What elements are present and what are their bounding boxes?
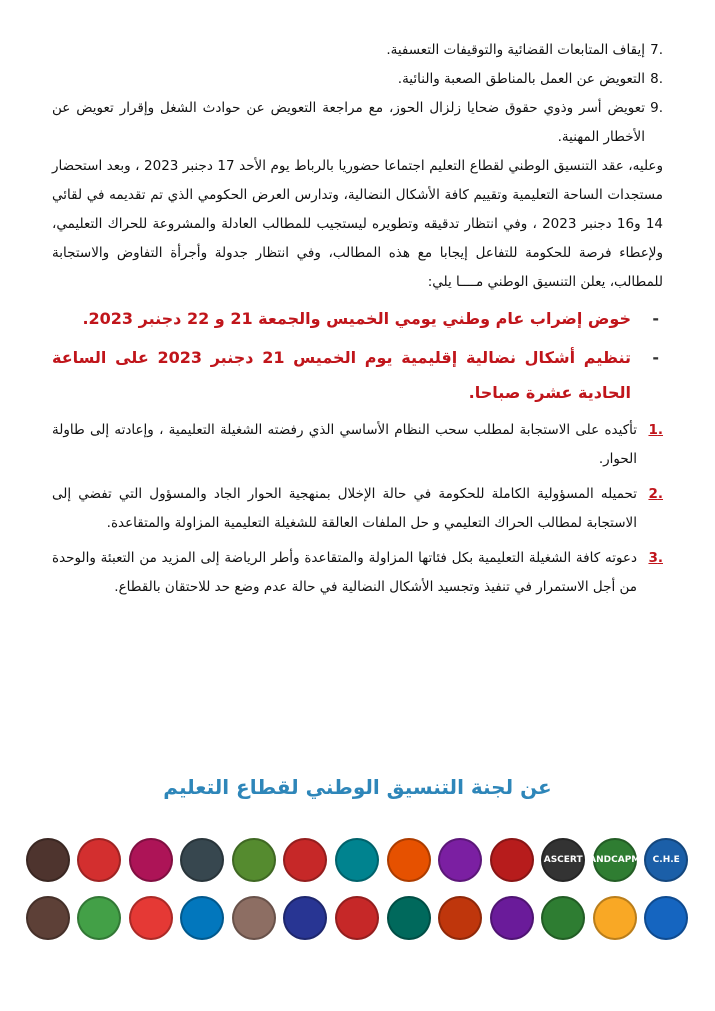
list-item: .8 التعويض عن العمل بالمناطق الصعبة والنائية. (397, 71, 663, 87)
points-list (52, 416, 663, 602)
organization-logo (26, 838, 70, 882)
organization-logo: C.H.E (644, 838, 688, 882)
point-item: .3 دعوته كافة الشغيلة التعليمية بكل فئاتها المزاولة والمتقاعدة وأطر الرياضة إلى المزيد من التعبئة والوحدة من أجل الاستمرار في تنفيذ وتجسيد الأشكال النضالية في حالة عدم وضع حد للاحتقان بالقطاع. (52, 550, 663, 595)
organization-logo (129, 838, 173, 882)
numbered-demands-list (52, 36, 663, 152)
organization-logo (644, 896, 688, 940)
intro-paragraph: وعليه، عقد التنسيق الوطني لقطاع التعليم اجتماعا حضوريا بالرباط يوم الأحد 17 دجنبر 2023 ، وبعد استحضار مستجدات الساحة التعليمية وتقييم كافة الأشكال النضالية، وتدارس العرض الحكومي الذي تم تقديمه في لقائي 14 و16 دجنبر 2023 ، وفي انتظار تدقيقه وتطويره ليستجيب للمطالب العادلة والمشروعة للحراك التعليمي، ولإعطاء فرصة للحكومة للتفاعل إيجابا مع هذه المطالب، وفي انتظار جدولة وأجرأة التفاوض والاستجابة للمطالب، يعلن التنسيق الوطني مــــا يلي: (52, 158, 663, 290)
organization-logo (490, 838, 534, 882)
point-item: .2 تحميله المسؤولية الكاملة للحكومة في حالة الإخلال بمنهجية الحوار الجاد والمسؤول التي تفضي إلى الاستجابة لمطالب الحراك التعليمي و حل الملفات العالقة للشغيلة التعليمية المزاولة والمتقاعدة. (52, 486, 663, 531)
organization-logo (387, 838, 431, 882)
organization-logo (26, 896, 70, 940)
document-body (52, 36, 663, 602)
organization-logo (129, 896, 173, 940)
organization-logo (541, 896, 585, 940)
decision-item: - خوض إضراب عام وطني يومي الخميس والجمعة 21 و 22 دجنبر 2023. (82, 309, 659, 328)
organization-logo (180, 896, 224, 940)
list-item: .9 تعويض أسر وذوي حقوق ضحايا زلزال الحوز، مع مراجعة التعويض عن حوادث الشغل وإقرار تعويض عن الأخطار المهنية. (52, 100, 663, 145)
organization-logo (335, 896, 379, 940)
organization-logo: ANDCAPM (593, 838, 637, 882)
organization-logo (180, 838, 224, 882)
organization-logo (77, 896, 121, 940)
organization-logo (593, 896, 637, 940)
organization-logo (283, 838, 327, 882)
organization-logo (283, 896, 327, 940)
organization-logos (22, 838, 692, 940)
organization-logo: ASCERT (541, 838, 585, 882)
decision-item: - تنظيم أشكال نضالية إقليمية يوم الخميس 21 دجنبر 2023 على الساعة الحادية عشرة صباحا. (52, 348, 659, 402)
organization-logo (232, 838, 276, 882)
organization-logo (77, 838, 121, 882)
decisions-list (52, 301, 663, 410)
organization-logo (387, 896, 431, 940)
organization-logo (490, 896, 534, 940)
organization-logo (335, 838, 379, 882)
organization-logo (438, 838, 482, 882)
signature: عن لجنة التنسيق الوطني لقطاع التعليم (163, 775, 552, 799)
organization-logo (232, 896, 276, 940)
organization-logo (438, 896, 482, 940)
point-item: .1 تأكيده على الاستجابة لمطلب سحب النظام الأساسي الذي رفضته الشغيلة التعليمية ، وإعادته إلى طاولة الحوار. (52, 422, 663, 467)
list-item: .7 إيقاف المتابعات القضائية والتوقيفات التعسفية. (386, 42, 663, 58)
